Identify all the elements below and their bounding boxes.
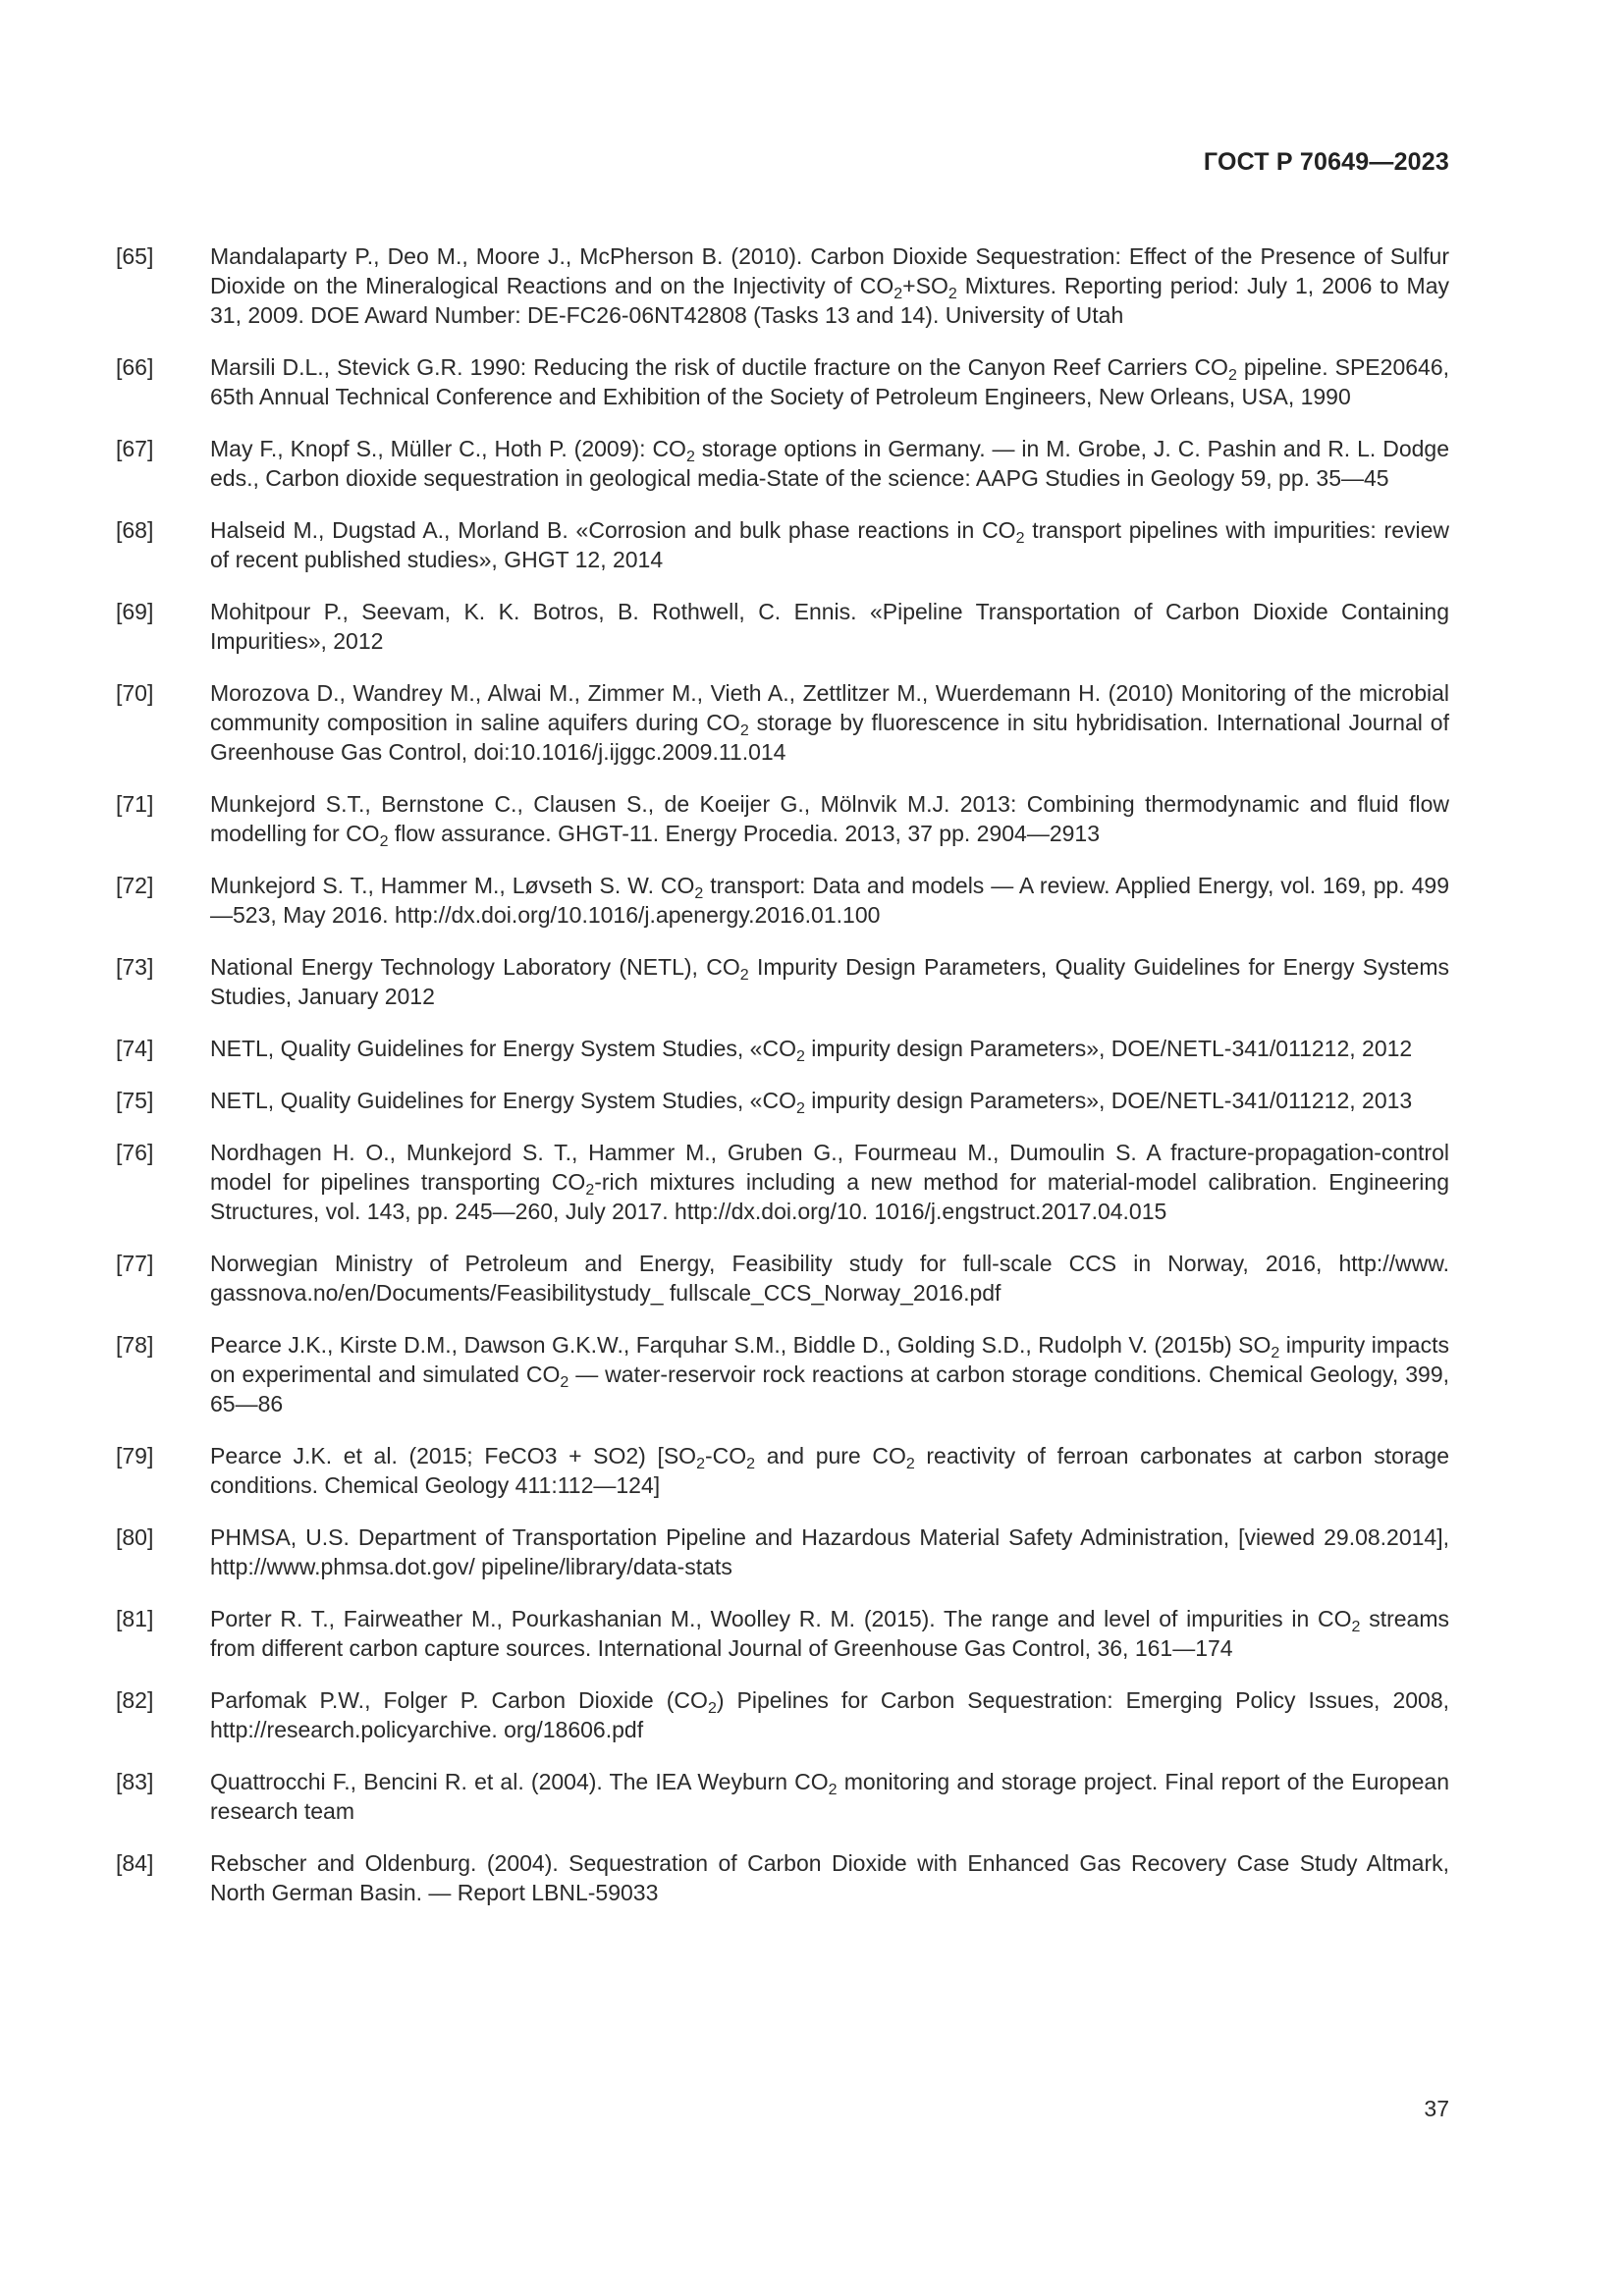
reference-text	[210, 434, 1449, 493]
reference-text-segment: Pearce J.K., Kirste D.M., Dawson G.K.W., Farquhar S.M., Biddle D., Golding S.D., Rudolph V. (2015b) SO	[210, 1332, 1272, 1358]
reference-number: [65]	[116, 243, 154, 269]
reference-number: [80]	[116, 1524, 154, 1550]
reference-text-segment: flow assurance. GHGT-11. Energy Procedia. 2013, 37 pp. 2904—2913	[388, 821, 1100, 846]
subscript: 2	[828, 1782, 838, 1798]
reference-number: [76]	[116, 1140, 154, 1165]
reference-text	[210, 678, 1449, 767]
reference-text-segment: transport: Data and models — A review. Applied Energy, vol. 169, pp. 499—523, May 2016. http://dx.doi.org/10.1016/j.apenergy.2016.01.100	[210, 873, 1449, 928]
reference-number: [79]	[116, 1443, 154, 1468]
reference-text-segment: Mixtures. Reporting period: July 1, 2006 to May 31, 2009. DOE Award Number: DE-FC26-06NT42808 (Tasks 13 and 14). University of Utah	[210, 273, 1449, 328]
reference-number: [72]	[116, 873, 154, 898]
reference-number: [73]	[116, 954, 154, 980]
reference-item	[116, 1604, 1449, 1663]
reference-text	[210, 1330, 1449, 1418]
subscript: 2	[1015, 530, 1025, 547]
reference-text	[210, 1086, 1449, 1115]
reference-list	[116, 241, 1449, 1930]
reference-text-segment: impurity design Parameters», DOE/NETL-341/011212, 2012	[804, 1036, 1413, 1061]
reference-text-segment: Morozova D., Wandrey M., Alwai M., Zimmer M., Vieth A., Zettlitzer M., Wuerdemann H. (2010) Monitoring of the microbial community composition in saline aquifers during CO	[210, 680, 1449, 735]
reference-number: [83]	[116, 1769, 154, 1794]
subscript: 2	[696, 1456, 705, 1472]
reference-text-segment: storage by fluorescence in situ hybridisation. International Journal of Greenhouse Gas Control, doi:10.1016/j.ijggc.2009.11.014	[210, 710, 1449, 765]
reference-text	[210, 352, 1449, 411]
reference-text	[210, 1685, 1449, 1744]
reference-item	[116, 1138, 1449, 1226]
reference-text	[210, 1522, 1449, 1581]
reference-number: [84]	[116, 1850, 154, 1876]
reference-text-segment: Mohitpour P., Seevam, K. K. Botros, B. Rothwell, C. Ennis. «Pipeline Transportation of Carbon Dioxide Containing Impurities», 2012	[210, 599, 1449, 654]
reference-text-segment: reactivity of ferroan carbonates at carbon storage conditions. Chemical Geology 411:112—124]	[210, 1443, 1449, 1498]
reference-item	[116, 515, 1449, 574]
reference-item	[116, 1249, 1449, 1308]
reference-text-segment: Munkejord S. T., Hammer M., Løvseth S. W. CO	[210, 873, 695, 898]
subscript: 2	[685, 449, 695, 465]
reference-text-segment: and pure CO	[755, 1443, 906, 1468]
reference-item	[116, 597, 1449, 656]
subscript: 2	[1227, 367, 1237, 384]
reference-item	[116, 952, 1449, 1011]
reference-text-segment: transport pipelines with impurities: review of recent published studies», GHGT 12, 2014	[210, 517, 1450, 572]
subscript: 2	[947, 286, 957, 302]
reference-number: [69]	[116, 599, 154, 624]
subscript: 2	[707, 1700, 717, 1717]
reference-text-segment: ) Pipelines for Carbon Sequestration: Emerging Policy Issues, 2008, http://research.policyarchive. org/18606.pdf	[210, 1687, 1449, 1742]
reference-text-segment: May F., Knopf S., Müller C., Hoth P. (2009): CO	[210, 436, 686, 461]
reference-item	[116, 1330, 1449, 1418]
reference-number: [74]	[116, 1036, 154, 1061]
reference-item	[116, 871, 1449, 930]
subscript: 2	[560, 1374, 569, 1391]
reference-text-segment: streams from different carbon capture sources. International Journal of Greenhouse Gas Control, 36, 161—174	[210, 1606, 1449, 1661]
reference-item	[116, 1034, 1449, 1063]
reference-text-segment: +SO	[902, 273, 948, 298]
reference-text-segment: impurity impacts on experimental and simulated CO	[210, 1332, 1449, 1387]
reference-text-segment: Marsili D.L., Stevick G.R. 1990: Reducing the risk of ductile fracture on the Canyon Reef Carriers CO	[210, 354, 1228, 380]
reference-number: [78]	[116, 1332, 154, 1358]
subscript: 2	[739, 722, 749, 739]
reference-text-segment: Impurity Design Parameters, Quality Guidelines for Energy Systems Studies, January 2012	[210, 954, 1449, 1009]
reference-text-segment: Pearce J.K. et al. (2015; FeCO3 + SO2) [SO	[210, 1443, 697, 1468]
reference-text-segment: -CO	[704, 1443, 747, 1468]
page-number: 37	[1424, 2096, 1449, 2121]
reference-item	[116, 1522, 1449, 1581]
subscript: 2	[585, 1182, 595, 1199]
reference-text-segment: Norwegian Ministry of Petroleum and Energy, Feasibility study for full-scale CCS in Norway, 2016, http://www. gassnova.no/en/Documents/Feasibilitystudy_ fullscale_CCS_Norway_2016.pdf	[210, 1251, 1449, 1306]
reference-number: [81]	[116, 1606, 154, 1631]
reference-text-segment: impurity design Parameters», DOE/NETL-341/011212, 2013	[804, 1088, 1413, 1113]
reference-text	[210, 1441, 1449, 1500]
reference-number: [71]	[116, 791, 154, 817]
reference-text-segment: PHMSA, U.S. Department of Transportation Pipeline and Hazardous Material Safety Administration, [viewed 29.08.2014], http://www.phmsa.dot.gov/ pipeline/library/data-stats	[210, 1524, 1449, 1579]
reference-text	[210, 952, 1449, 1011]
reference-number: [75]	[116, 1088, 154, 1113]
reference-item	[116, 1685, 1449, 1744]
reference-text	[210, 1138, 1449, 1226]
reference-text-segment: Rebscher and Oldenburg. (2004). Sequestration of Carbon Dioxide with Enhanced Gas Recovery Case Study Altmark, North German Basin. — Report LBNL-59033	[210, 1850, 1449, 1905]
subscript: 2	[893, 286, 903, 302]
reference-text-segment: -rich mixtures including a new method for material-model calibration. Engineering Structures, vol. 143, pp. 245—260, July 2017. http://dx.doi.org/10. 1016/j.engstruct.2017.04.015	[210, 1169, 1449, 1224]
reference-number: [66]	[116, 354, 154, 380]
reference-text-segment: Nordhagen H. O., Munkejord S. T., Hammer M., Gruben G., Fourmeau M., Dumoulin S. A fracture-propagation-control model for pipelines transporting CO	[210, 1140, 1449, 1195]
reference-text-segment: Munkejord S.T., Bernstone C., Clausen S., de Koeijer G., Mölnvik M.J. 2013: Combining thermodynamic and fluid flow modelling for CO	[210, 791, 1449, 846]
reference-text-segment: Porter R. T., Fairweather M., Pourkashanian M., Woolley R. M. (2015). The range and level of impurities in CO	[210, 1606, 1352, 1631]
reference-text	[210, 597, 1449, 656]
subscript: 2	[379, 833, 389, 850]
reference-item	[116, 1086, 1449, 1115]
subscript: 2	[746, 1456, 756, 1472]
reference-text-segment: — water-reservoir rock reactions at carbon storage conditions. Chemical Geology, 399, 65—86	[210, 1362, 1449, 1416]
subscript: 2	[795, 1100, 805, 1117]
subscript: 2	[694, 885, 704, 902]
reference-text-segment: storage options in Germany. — in M. Grobe, J. C. Pashin and R. L. Dodge eds., Carbon dioxide sequestration in geological media-State of the science: AAPG Studies in Geology 59, pp. 35—45	[210, 436, 1449, 491]
reference-item	[116, 434, 1449, 493]
reference-text-segment: National Energy Technology Laboratory (NETL), CO	[210, 954, 740, 980]
reference-text	[210, 1848, 1449, 1907]
reference-item	[116, 241, 1449, 330]
reference-text	[210, 241, 1449, 330]
subscript: 2	[795, 1048, 805, 1065]
reference-item	[116, 352, 1449, 411]
reference-number: [70]	[116, 680, 154, 706]
reference-item	[116, 1441, 1449, 1500]
reference-text-segment: NETL, Quality Guidelines for Energy System Studies, «CO	[210, 1088, 796, 1113]
reference-text-segment: Quattrocchi F., Bencini R. et al. (2004). The IEA Weyburn CO	[210, 1769, 829, 1794]
reference-text-segment: NETL, Quality Guidelines for Energy System Studies, «CO	[210, 1036, 796, 1061]
reference-number: [82]	[116, 1687, 154, 1713]
reference-item	[116, 789, 1449, 848]
subscript: 2	[1351, 1619, 1361, 1635]
reference-text-segment: Parfomak P.W., Folger P. Carbon Dioxide (CO	[210, 1687, 708, 1713]
reference-text	[210, 789, 1449, 848]
reference-text-segment: pipeline. SPE20646, 65th Annual Technical Conference and Exhibition of the Society of Petroleum Engineers, New Orleans, USA, 1990	[210, 354, 1449, 409]
subscript: 2	[905, 1456, 915, 1472]
reference-text	[210, 515, 1449, 574]
subscript: 2	[739, 967, 749, 984]
reference-item	[116, 1767, 1449, 1826]
reference-text	[210, 1767, 1449, 1826]
reference-item	[116, 678, 1449, 767]
standard-header: ГОСТ Р 70649—2023	[1203, 148, 1449, 176]
reference-number: [67]	[116, 436, 154, 461]
reference-text-segment: Mandalaparty P., Deo M., Moore J., McPherson B. (2010). Carbon Dioxide Sequestration: Effect of the Presence of Sulfur Dioxide on the Mineralogical Reactions and on the Injectivity of CO	[210, 243, 1449, 298]
reference-number: [77]	[116, 1251, 154, 1276]
reference-text	[210, 1604, 1449, 1663]
reference-text-segment: monitoring and storage project. Final report of the European research team	[210, 1769, 1449, 1824]
reference-text	[210, 1034, 1449, 1063]
reference-text-segment: Halseid M., Dugstad A., Morland B. «Corrosion and bulk phase reactions in CO	[210, 517, 1016, 543]
reference-number: [68]	[116, 517, 154, 543]
reference-text	[210, 1249, 1449, 1308]
subscript: 2	[1271, 1345, 1280, 1362]
reference-text	[210, 871, 1449, 930]
reference-item	[116, 1848, 1449, 1907]
